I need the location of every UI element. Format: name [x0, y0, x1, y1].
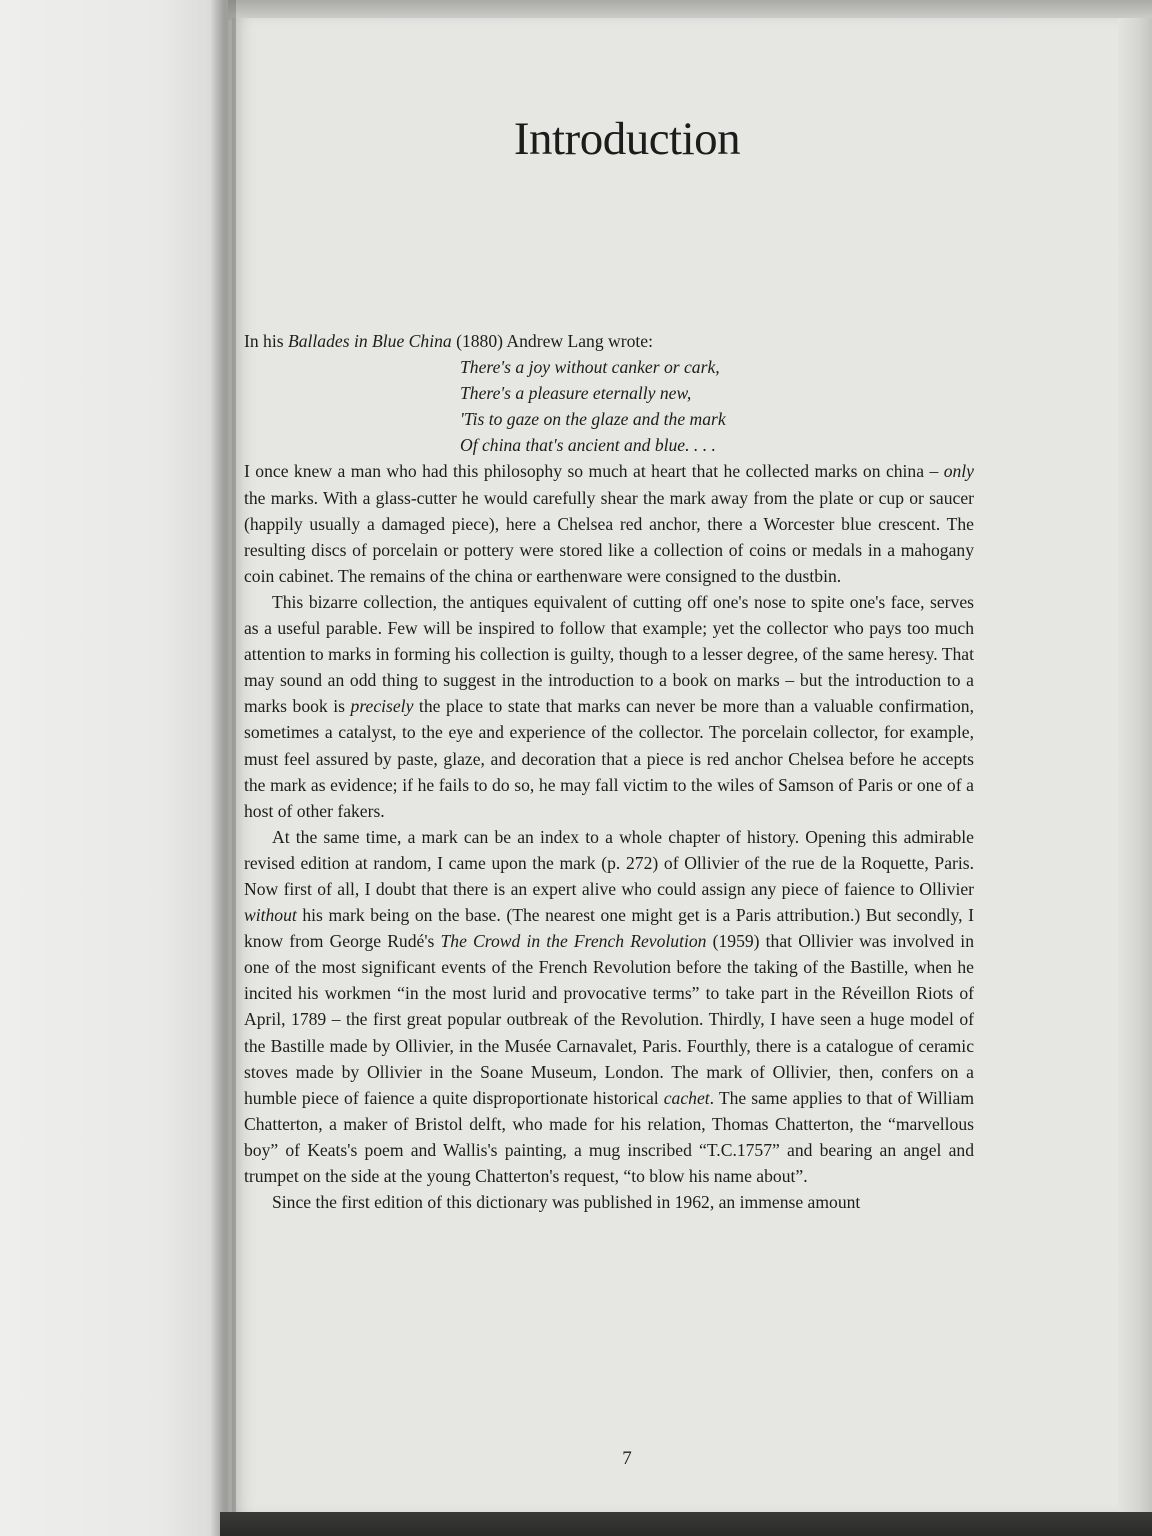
text-run: his mark being on the base. (The nearest one might get is a Paris attribution.) But secondly, I know from George Rudé's — [244, 905, 974, 952]
italic-run: The Crowd in the French Revolution — [440, 931, 707, 952]
text-run: the marks. With a glass-cutter he would carefully shear the mark away from the plate or cup or saucer (happily usually a damaged piece), here a Chelsea red anchor, there a Worcester blue crescent. The resulting discs of porcelain or pottery were stored like a collection of coins or medals in a mahogany coin cabinet. The remains of the china or earthenware were consigned to the dustbin. — [244, 487, 974, 586]
text-run: . The same applies to that of William Chatterton, a maker of Bristol delft, who made for his relation, Thomas Chatterton, the “marvellous boy” of Keats's poem and Wallis's painting, a mug inscribed “T.C.1757” and bearing an angel and trumpet on the side at the young Chatterton's request, “to blow his name about”. — [244, 1087, 975, 1186]
page-number: 7 — [622, 1448, 632, 1469]
body-text — [244, 328, 974, 1215]
italic-run: without — [244, 905, 297, 926]
italic-run: cachet — [663, 1087, 710, 1108]
book-bottom-edge — [220, 1512, 1152, 1536]
intro-text: In his — [244, 331, 288, 351]
chapter-title: Introduction — [513, 113, 741, 165]
italic-run: only — [943, 461, 974, 482]
intro-line — [244, 328, 974, 354]
text-run: At the same time, a mark can be an index to a whole chapter of history. Opening this admirable revised edition at random, I came upon the mark (p. 272) of Ollivier of the rue de la Roquette, Paris. Now first of all, I doubt that there is an expert alive who could assign any piece of faience to Ollivier — [244, 826, 974, 899]
italic-run: precisely — [350, 696, 414, 717]
paragraph-4: Since the first edition of this dictionary was published in 1962, an immense amount — [272, 1192, 861, 1213]
text-run: I once knew a man who had this philosophy so much at heart that he collected marks on china – — [244, 461, 944, 482]
paragraph-2 — [244, 589, 974, 824]
poem-line: There's a joy without canker or cark, — [460, 357, 720, 378]
page-fore-edge — [1118, 18, 1152, 1536]
previous-page — [0, 0, 228, 1536]
book-top-edge — [214, 0, 1152, 20]
paragraph-3 — [244, 824, 974, 1189]
poem-line: 'Tis to gaze on the glaze and the mark — [460, 409, 726, 430]
poem-line: Of china that's ancient and blue. . . . — [460, 435, 716, 456]
text-run: (1959) that Ollivier was involved in one of the most significant events of the French Revolution before the taking of the Bastille, when he incited his workmen “in the most lurid and provocative terms” to take part in the Réveillon Riots of April, 1789 – the first great popular outbreak of the Revolution. Thirdly, I have seen a huge model of the Bastille made by Ollivier, in the Musée Carnavalet, Paris. Fourthly, there is a catalogue of ceramic stoves made by Ollivier in the Soane Museum, London. The mark of Ollivier, then, confers on a humble piece of faience a quite disproportionate historical — [244, 931, 974, 1108]
text-run: This bizarre collection, the antiques equivalent of cutting off one's nose to spite one's face, serves as a useful parable. Few will be inspired to follow that example; yet the collector who pays too much attention to marks in forming his collection is guilty, though to a lesser degree, of the same heresy. That may sound an odd thing to suggest in the introduction to a book on marks – but the introduction to a marks book is — [244, 591, 974, 717]
paragraph-1 — [244, 458, 974, 588]
poem-quote — [460, 354, 974, 458]
text-run: the place to state that marks can never be more than a valuable confirmation, sometimes a catalyst, to the eye and experience of the collector. The porcelain collector, for example, must feel assured by paste, glaze, and decoration that a piece is red anchor Chelsea before he accepts the mark as evidence; if he fails to do so, he may fall victim to the wiles of Samson of Paris or one of a host of other fakers. — [244, 696, 974, 821]
poem-line: There's a pleasure eternally new, — [460, 383, 692, 404]
book-gutter — [210, 0, 236, 1536]
book-title: Ballades in Blue China — [287, 331, 452, 351]
intro-text-end: (1880) Andrew Lang wrote: — [451, 331, 654, 351]
